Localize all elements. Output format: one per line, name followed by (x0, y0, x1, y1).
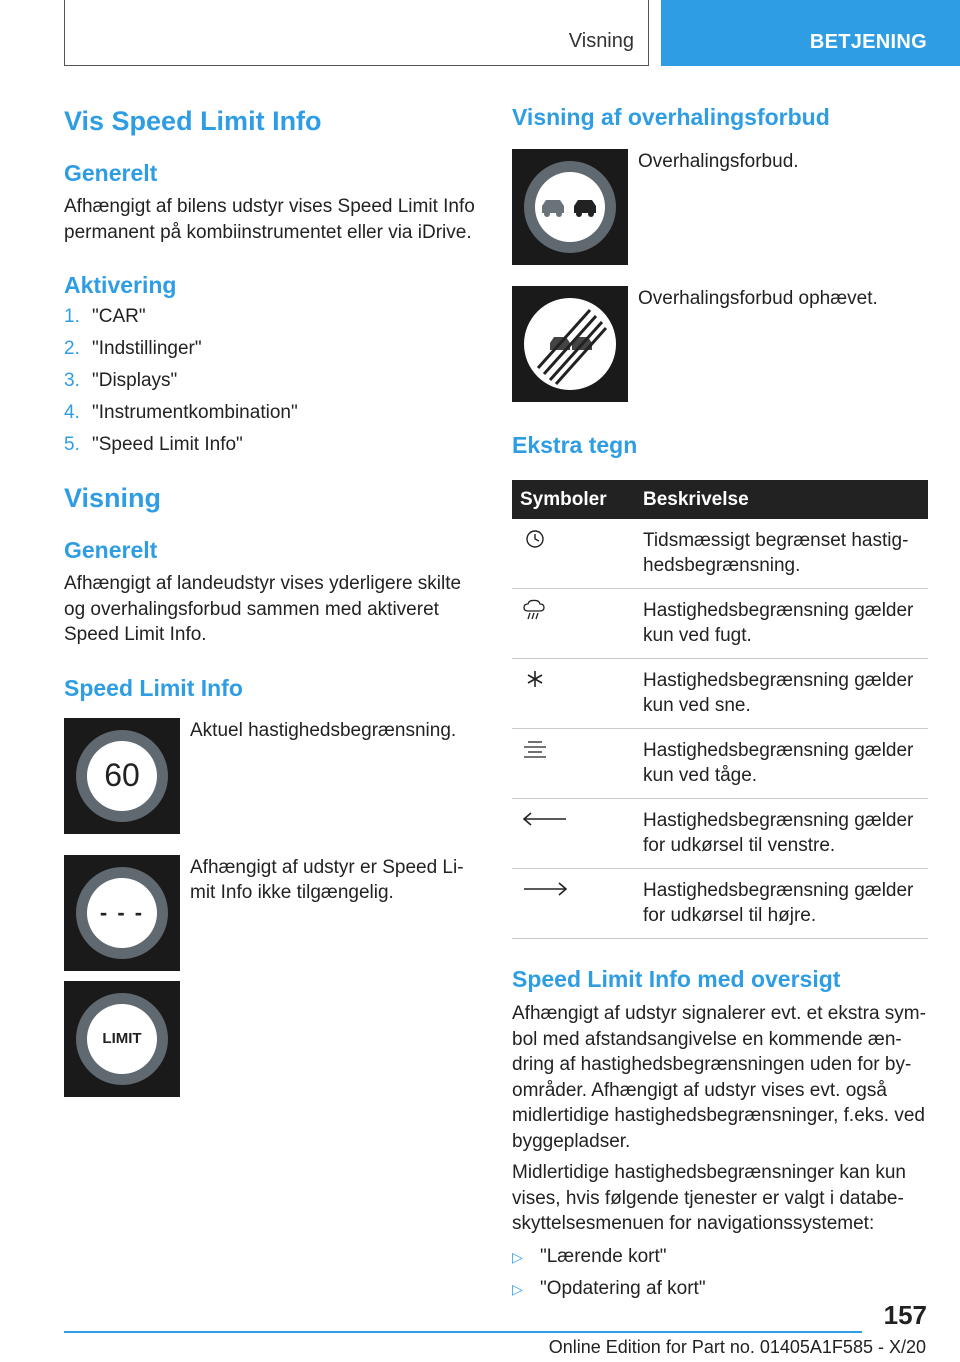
figure-current-limit (64, 718, 482, 834)
fog-icon (520, 739, 550, 761)
heading-display-general: Generelt (64, 537, 158, 563)
heading-speed-limit-info: Speed Limit Info (64, 674, 243, 701)
two-cars-icon (539, 194, 601, 220)
right-column (512, 100, 928, 1305)
row-description: Hastighedsbegrænsning gælder for udkørsel til højre. (643, 869, 928, 939)
figure-caption: Aktuel hastighedsbegrænsning. (190, 719, 457, 741)
header-chapter-title: BETJENING (809, 31, 927, 53)
limit-sign-image: LIMIT (64, 981, 180, 1097)
table-header-row (512, 480, 928, 519)
row-description: Hastighedsbegrænsning gælder kun ved sne. (643, 659, 928, 729)
list-item: 5. "Speed Limit Info" (64, 434, 243, 455)
figure-caption: Overhalingsforbud ophævet. (638, 288, 878, 309)
list-item: 4. "Instrumentkombination" (64, 402, 298, 423)
figure-limit (64, 981, 482, 1097)
table-row (512, 519, 928, 589)
overview-paragraph-1: Afhængigt af udstyr signalerer evt. et ekstra sym- bol med afstandsangivelse en kommende æn- dring af hastighedsbegrænsningen uden for by- områder. Afhængigt af udstyr vises evt. også midlertidige hastighedsbegrænsninger, f.eks. ved byggepladser. (512, 1003, 926, 1152)
figure-overtaking-ban (512, 149, 928, 265)
end-of-restriction-icon (524, 298, 616, 390)
list-item: 3. "Displays" (64, 370, 178, 391)
table-row (512, 799, 928, 869)
table-row (512, 589, 928, 659)
header-chapter-tab (661, 0, 960, 66)
heading-extra-signs: Ekstra tegn (512, 432, 638, 458)
row-description: Hastighedsbegrænsning gælder for udkørsel til venstre. (643, 799, 928, 869)
figure-overtaking-lifted (512, 286, 928, 402)
clock-icon (520, 529, 550, 551)
column-header-symbols: Symboler (512, 480, 643, 519)
overview-paragraph-2: Midlertidige hastighedsbegrænsninger kan kun vises, hvis følgende tjenester er valgt i databe- skyttelsesmenuen for navigationssystemet: (512, 1162, 906, 1234)
arrow-right-icon (520, 879, 570, 901)
list-item: ▷ "Lærende kort" (512, 1245, 667, 1267)
speed-60-sign-image: 60 (64, 718, 180, 834)
no-info-sign-image: - - - (64, 855, 180, 971)
table-row (512, 729, 928, 799)
heading-overtaking: Visning af overhalingsforbud (512, 104, 830, 130)
list-item: 1. "CAR" (64, 306, 146, 327)
figure-caption: Overhalingsforbud. (638, 151, 799, 172)
footer-edition: Online Edition for Part no. 01405A1F585 - X/20 (548, 1337, 926, 1357)
header-section-box (64, 0, 649, 66)
list-item: ▷ "Opdatering af kort" (512, 1277, 706, 1299)
rain-cloud-icon (520, 599, 550, 621)
overview-bullets (512, 1241, 928, 1305)
heading-activation: Aktivering (64, 272, 177, 298)
heading-overview: Speed Limit Info med oversigt (512, 966, 841, 992)
table-row (512, 869, 928, 939)
header-section-title: Visning (568, 30, 634, 52)
general-text: Afhængigt af bilens udstyr vises Speed Limit Info permanent på kombiinstrumentet eller via iDrive. (64, 196, 475, 243)
end-no-overtaking-sign-image (512, 286, 628, 402)
heading-general: Generelt (64, 160, 158, 186)
no-overtaking-sign-image (512, 149, 628, 265)
footer-divider (64, 1331, 862, 1333)
row-description: Hastighedsbegrænsning gælder kun ved tåge. (643, 729, 928, 799)
arrow-left-icon (520, 809, 570, 831)
snowflake-icon (520, 669, 550, 691)
figure-caption: Afhængigt af udstyr er Speed Li- mit Info ikke tilgængelig. (190, 856, 464, 903)
column-header-description: Beskrivelse (643, 480, 928, 519)
list-item: 2. "Indstillinger" (64, 338, 202, 359)
activation-steps (64, 301, 482, 461)
section-title-speed-limit-info: Vis Speed Limit Info (64, 106, 322, 136)
extra-signs-table (512, 480, 928, 939)
row-description: Hastighedsbegrænsning gælder kun ved fugt. (643, 589, 928, 659)
display-general-text: Afhængigt af landeudstyr vises yderligere skilte og overhalingsforbud sammen med aktiveret Speed Limit Info. (64, 573, 462, 645)
table-row (512, 659, 928, 729)
figure-not-available (64, 855, 482, 971)
section-title-display: Visning (64, 483, 162, 513)
page-number: 157 (883, 1300, 927, 1330)
row-description: Tidsmæssigt begrænset hastig- hedsbegrænsning. (643, 519, 928, 589)
left-column (64, 100, 482, 1097)
